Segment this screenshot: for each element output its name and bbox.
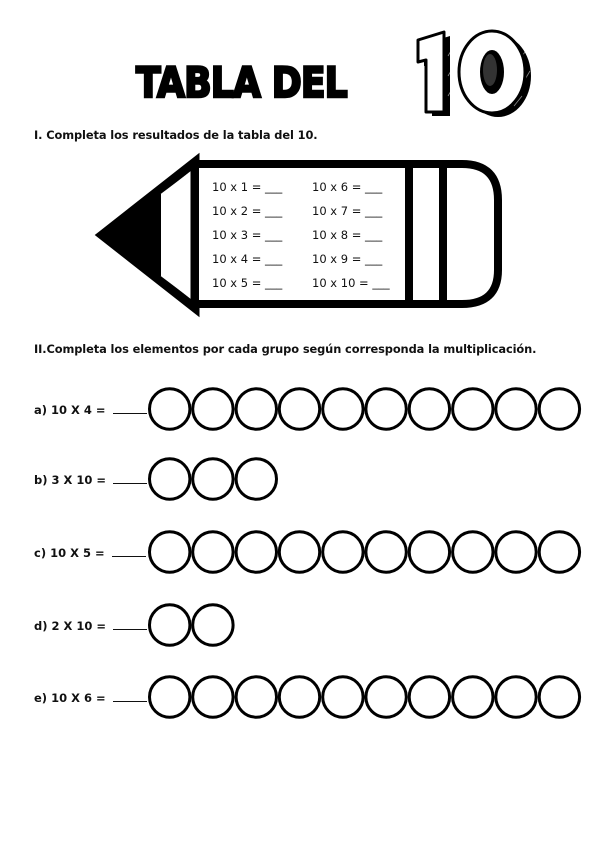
group-circle[interactable]: [193, 605, 233, 645]
group-circle[interactable]: [236, 677, 276, 717]
fact-10x4: 10 x 4 = ___: [212, 252, 283, 266]
fact-10x7: 10 x 7 = ___: [312, 204, 383, 218]
row-expression: 10 X 6 =: [51, 691, 106, 705]
row-expression: 10 X 4 =: [51, 403, 106, 417]
page-title: TABLA DEL: [136, 58, 347, 107]
fact-10x1: 10 x 1 = ___: [212, 180, 283, 194]
group-circle[interactable]: [409, 532, 449, 572]
group-circle[interactable]: [539, 389, 579, 429]
group-circle[interactable]: [150, 459, 190, 499]
row-letter: c): [34, 546, 47, 560]
group-circle[interactable]: [539, 677, 579, 717]
group-circle[interactable]: [366, 532, 406, 572]
group-circle[interactable]: [323, 532, 363, 572]
group-circle[interactable]: [409, 677, 449, 717]
row-expression: 3 X 10 =: [51, 473, 107, 487]
fact-10x3: 10 x 3 = ___: [212, 228, 283, 242]
group-circle[interactable]: [193, 677, 233, 717]
fact-10x9: 10 x 9 = ___: [312, 252, 383, 266]
group-circle[interactable]: [150, 605, 190, 645]
group-circle[interactable]: [236, 459, 276, 499]
row-expression: 10 X 5 =: [50, 546, 105, 560]
fact-10x5: 10 x 5 = ___: [212, 276, 283, 290]
group-circle[interactable]: [323, 677, 363, 717]
section-2-heading: II.Completa los elementos por cada grupo según corresponda la multiplicación.: [34, 342, 537, 356]
row-expression: 2 X 10 =: [51, 619, 107, 633]
group-circle[interactable]: [409, 389, 449, 429]
group-circle[interactable]: [150, 532, 190, 572]
group-circle[interactable]: [150, 389, 190, 429]
fact-10x8: 10 x 8 = ___: [312, 228, 383, 242]
group-circle[interactable]: [496, 532, 536, 572]
fact-10x10: 10 x 10 = ___: [312, 276, 390, 290]
group-circle[interactable]: [366, 389, 406, 429]
group-circle[interactable]: [323, 389, 363, 429]
group-circle[interactable]: [453, 677, 493, 717]
fact-10x6: 10 x 6 = ___: [312, 180, 383, 194]
group-circle[interactable]: [236, 532, 276, 572]
group-circle[interactable]: [496, 389, 536, 429]
group-circle[interactable]: [366, 677, 406, 717]
group-circle[interactable]: [193, 389, 233, 429]
row-letter: b): [34, 473, 48, 487]
group-circle[interactable]: [193, 459, 233, 499]
row-letter: d): [34, 619, 48, 633]
group-circle[interactable]: [279, 532, 319, 572]
row-letter: a): [34, 403, 48, 417]
group-circle[interactable]: [539, 532, 579, 572]
group-circle[interactable]: [453, 532, 493, 572]
group-circle[interactable]: [496, 677, 536, 717]
group-circle[interactable]: [279, 389, 319, 429]
group-circle[interactable]: [279, 677, 319, 717]
section-1-heading: I. Completa los resultados de la tabla del 10.: [34, 128, 318, 142]
group-circle[interactable]: [236, 389, 276, 429]
row-letter: e): [34, 691, 48, 705]
group-circle[interactable]: [150, 677, 190, 717]
group-circle[interactable]: [193, 532, 233, 572]
group-circle[interactable]: [453, 389, 493, 429]
fact-10x2: 10 x 2 = ___: [212, 204, 283, 218]
